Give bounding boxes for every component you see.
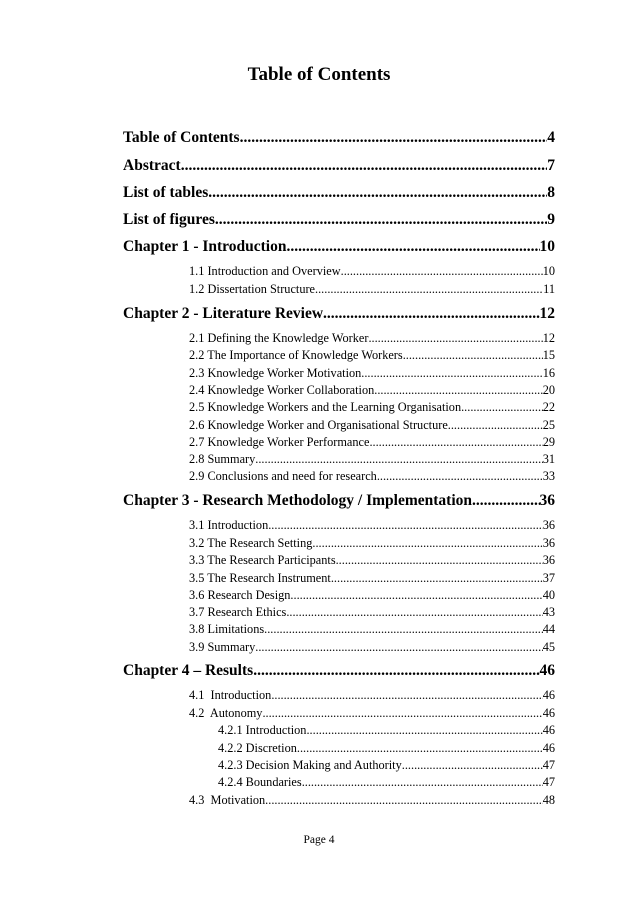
toc-entry-page: 33 xyxy=(542,469,555,483)
toc-entry-label: Chapter 3 - Research Methodology / Implementation xyxy=(123,492,473,509)
toc-entry-page: 47 xyxy=(542,775,555,789)
toc-entry-page: 22 xyxy=(542,400,555,414)
toc-entry[interactable] xyxy=(123,184,555,202)
toc-section[interactable] xyxy=(189,366,555,381)
toc-entry-label: 4.2.3 Decision Making and Authority xyxy=(218,758,402,772)
toc-entry-page: 9 xyxy=(547,211,555,228)
toc-entry-page: 16 xyxy=(542,366,555,380)
toc-entry-label: 3.1 Introduction xyxy=(189,518,269,532)
toc-entry-label: 2.9 Conclusions and need for research xyxy=(189,469,377,483)
toc-entry[interactable] xyxy=(123,129,555,147)
toc-section[interactable] xyxy=(189,469,555,484)
page-number-footer: Page 4 xyxy=(303,834,335,846)
toc-entry-page: 11 xyxy=(543,282,555,296)
toc-section[interactable] xyxy=(189,588,555,603)
toc-entry-page: 47 xyxy=(542,758,555,772)
toc-entry-page: 48 xyxy=(542,793,555,807)
toc-section[interactable] xyxy=(189,435,555,450)
toc-entry-page: 36 xyxy=(539,492,555,509)
toc-chapter-4[interactable] xyxy=(123,662,555,680)
toc-entry-label: Chapter 4 – Results xyxy=(123,662,254,679)
toc-entry-page: 46 xyxy=(542,706,555,720)
toc-section[interactable] xyxy=(189,418,555,433)
toc-entry-page: 44 xyxy=(542,622,555,636)
toc-entry-label: 3.2 The Research Setting xyxy=(189,536,313,550)
toc-section[interactable] xyxy=(189,383,555,398)
toc-section[interactable] xyxy=(189,571,555,586)
toc-entry-page: 4 xyxy=(547,129,555,146)
toc-entry-label: 3.6 Research Design xyxy=(189,588,291,602)
toc-entry-label: Table of Contents xyxy=(123,129,240,146)
toc-entry-label: 3.7 Research Ethics xyxy=(189,605,287,619)
toc-entry-page: 31 xyxy=(542,452,555,466)
toc-entry-label: 1.2 Dissertation Structure xyxy=(189,282,316,296)
toc-section[interactable] xyxy=(189,553,555,568)
toc-entry-label: 2.2 The Importance of Knowledge Workers xyxy=(189,348,403,362)
toc-entry-label: 2.1 Defining the Knowledge Worker xyxy=(189,331,369,345)
toc-subsection[interactable] xyxy=(218,758,555,773)
toc-entry-label: 4.2.4 Boundaries xyxy=(218,775,302,789)
toc-entry[interactable] xyxy=(123,211,555,229)
toc-entry-page: 36 xyxy=(542,518,555,532)
toc-entry-page: 15 xyxy=(542,348,555,362)
toc-section[interactable] xyxy=(189,793,555,808)
toc-entry-page: 37 xyxy=(542,571,555,585)
toc-entry-page: 12 xyxy=(539,305,555,322)
toc-chapter-2[interactable] xyxy=(123,305,555,323)
toc-section[interactable] xyxy=(189,605,555,620)
toc-section[interactable] xyxy=(189,536,555,551)
toc-entry-label: 3.9 Summary xyxy=(189,640,256,654)
toc-entry-page: 46 xyxy=(542,688,555,702)
toc-chapter-3[interactable] xyxy=(123,492,555,510)
toc-entry[interactable] xyxy=(123,157,555,175)
toc-entry-label: 4.1 Introduction xyxy=(189,688,272,702)
toc-subsection[interactable] xyxy=(218,723,555,738)
toc-entry-label: List of figures xyxy=(123,211,215,228)
toc-section[interactable] xyxy=(189,264,555,279)
toc-entry-label: 2.8 Summary xyxy=(189,452,256,466)
toc-entry-label: Chapter 2 - Literature Review xyxy=(123,305,324,322)
toc-entry-page: 12 xyxy=(542,331,555,345)
toc-section[interactable] xyxy=(189,622,555,637)
toc-entry-label: 1.1 Introduction and Overview xyxy=(189,264,341,278)
toc-section[interactable] xyxy=(189,688,555,703)
toc-section[interactable] xyxy=(189,640,555,655)
toc-section[interactable] xyxy=(189,331,555,346)
toc-entry-label: List of tables xyxy=(123,184,209,201)
toc-entry-label: 3.8 Limitations xyxy=(189,622,265,636)
toc-section[interactable] xyxy=(189,282,555,297)
toc-entry-label: Abstract xyxy=(123,157,181,174)
toc-entry-label: 2.5 Knowledge Workers and the Learning Organisation xyxy=(189,400,462,414)
toc-entry-page: 8 xyxy=(547,184,555,201)
toc-entry-label: 4.2 Autonomy xyxy=(189,706,263,720)
toc-subsection[interactable] xyxy=(218,775,555,790)
toc-entry-page: 45 xyxy=(542,640,555,654)
toc-section[interactable] xyxy=(189,452,555,467)
toc-entry-label: 4.3 Motivation xyxy=(189,793,266,807)
toc-entry-label: 2.3 Knowledge Worker Motivation xyxy=(189,366,362,380)
toc-entry-page: 10 xyxy=(542,264,555,278)
toc-section[interactable] xyxy=(189,706,555,721)
toc-section[interactable] xyxy=(189,348,555,363)
toc-section[interactable] xyxy=(189,518,555,533)
toc-entry-label: 2.6 Knowledge Worker and Organisational Structure xyxy=(189,418,448,432)
toc-section[interactable] xyxy=(189,400,555,415)
toc-entry-label: 3.3 The Research Participants xyxy=(189,553,336,567)
toc-entry-page: 29 xyxy=(542,435,555,449)
toc-entry-page: 25 xyxy=(542,418,555,432)
toc-entry-page: 46 xyxy=(539,662,555,679)
toc-entry-page: 40 xyxy=(542,588,555,602)
toc-entry-label: 2.7 Knowledge Worker Performance xyxy=(189,435,370,449)
toc-entry-label: Chapter 1 - Introduction xyxy=(123,238,287,255)
toc-entry-page: 43 xyxy=(542,605,555,619)
toc-entry-page: 46 xyxy=(542,723,555,737)
toc-entry-label: 4.2.2 Discretion xyxy=(218,741,297,755)
page-title: Table of Contents xyxy=(247,64,391,85)
toc-entry-label: 3.5 The Research Instrument xyxy=(189,571,331,585)
toc-subsection[interactable] xyxy=(218,741,555,756)
toc-entry-label: 2.4 Knowledge Worker Collaboration xyxy=(189,383,375,397)
toc-chapter-1[interactable] xyxy=(123,238,555,256)
toc-entry-page: 10 xyxy=(539,238,555,255)
toc-entry-page: 36 xyxy=(542,536,555,550)
toc-entry-page: 46 xyxy=(542,741,555,755)
toc-entry-page: 36 xyxy=(542,553,555,567)
toc-entry-label: 4.2.1 Introduction xyxy=(218,723,307,737)
toc-entry-page: 7 xyxy=(547,157,555,174)
toc-entry-page: 20 xyxy=(542,383,555,397)
